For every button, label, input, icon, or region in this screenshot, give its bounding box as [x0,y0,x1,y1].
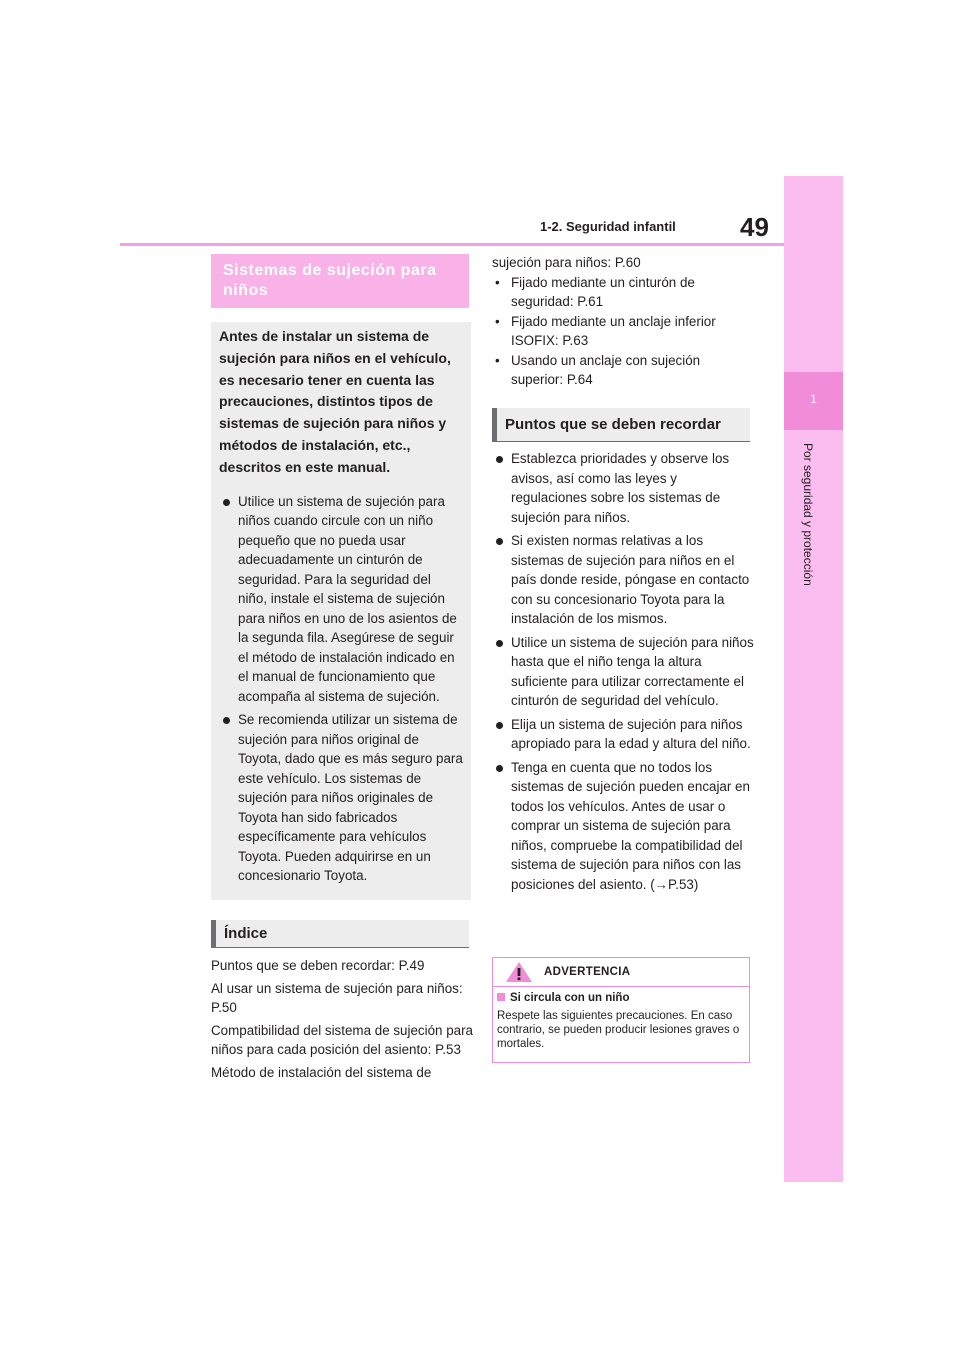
bullet-text: Utilice un sistema de sujeción para niños cuando circule con un niño pequeño que no pueda usar adecuadamente un cinturón de seguridad. Para la seguridad del niño, instale el sistema de sujeción para niños en uno de los asientos de la segunda fila. Asegúrese de seguir el método de instalación indicado en el manual de funcionamiento que acompaña al sistema de sujeción. [238,493,457,704]
indice-list [211,956,473,1085]
warning-text: Respete las siguientes precauciones. En caso contrario, se pueden producir lesiones graves o mortales. [497,1010,740,1050]
warning-triangle-icon [505,961,533,983]
page-number: 49 [740,212,769,242]
bullet-dot-icon [496,538,503,545]
indice-sub-item[interactable] [492,351,754,390]
sistemas-section-box [211,322,471,900]
intro-text: Antes de instalar un sistema de sujeción para niños en el vehículo, es necesario tener en cuenta las precauciones, distintos tipos de sistemas de sujeción para niños y métodos de instalación, etc., descritos en este manual. [219,328,451,475]
bullet-text: Se recomienda utilizar un sistema de sujeción para niños original de Toyota, dado que es más seguro para este vehículo. Los sistemas de sujeción para niños originales de Toyota han sido fabricados específicamente para vehículos Toyota. Pueden adquirirse en un concesionario Toyota. [238,712,463,884]
indice-sub-item[interactable] [492,312,754,351]
bullet-dot-icon [496,765,503,772]
dash-marker: • [495,274,500,290]
warning-box [492,957,750,1063]
side-tab [784,176,843,1182]
bullet-item [219,710,463,886]
bullet-text: Elija un sistema de sujeción para niños apropiado para la edad y altura del niño. [511,716,751,751]
bullet-item [219,492,463,707]
indice-sub-item-text: Usando un anclaje con sujeción superior: P.64 [511,352,701,387]
warning-subhead [497,991,630,1005]
section-title: 1-2. Seguridad infantil [540,219,676,234]
bullet-text: Utilice un sistema de sujeción para niños hasta que el niño tenga la altura suficiente para utilizar correctamente el cinturón de seguridad del vehículo. [511,634,754,708]
indice-link[interactable]: Método de instalación del sistema de [211,1064,432,1080]
bullet-dot-icon [223,717,230,724]
bullet-item [492,633,754,711]
side-tab-chapter-number: 1 [810,392,817,406]
indice-link[interactable]: Compatibilidad del sistema de sujeción para niños para cada posición del asiento: P.53 [211,1022,474,1057]
square-bullet-icon [497,993,505,1001]
bullet-dot-icon [223,499,230,506]
bullet-item [492,531,754,629]
indice-sub-item-text: Fijado mediante un cinturón de seguridad: P.61 [511,274,695,309]
bullet-dot-icon [496,640,503,647]
bullet-dot-icon [496,456,503,463]
bullet-dot-icon [496,722,503,729]
bullet-item [492,449,754,527]
dash-marker: • [495,313,500,329]
indice-sub-item-text: Fijado mediante un anclaje inferior ISOFIX: P.63 [511,313,716,348]
warning-subhead-text: Si circula con un niño [510,992,630,1004]
warning-header [493,958,749,987]
bullet-text: Si existen normas relativas a los sistemas de sujeción para niños en el país donde reside, póngase en contacto con su concesionario Toyota para la instalación de los mismos. [511,533,750,626]
bullet-text: Establezca prioridades y observe los avisos, así como las leyes y regulaciones sobre los sistemas de sujeción para niños. [511,451,730,525]
indice-continuation [492,253,754,390]
sistemas-section-title: Sistemas de sujeción para niños [211,254,469,308]
indice-link[interactable]: sujeción para niños: P.60 [492,255,641,270]
bullet-item [492,758,754,895]
puntos-title: Puntos que se deben recordar [492,408,750,442]
bullet-item [492,715,754,754]
puntos-list [492,449,754,898]
indice-link[interactable]: Al usar un sistema de sujeción para niños: P.50 [211,980,463,1015]
warning-label: ADVERTENCIA [544,966,631,978]
indice-link[interactable]: Puntos que se deben recordar: P.49 [211,958,425,973]
indice-sub-item[interactable] [492,273,754,312]
dash-marker: • [495,352,500,368]
header-rule [120,243,784,246]
side-tab-chapter-title: Por seguridad y protección [801,443,815,586]
bullet-text: Tenga en cuenta que no todos los sistemas de sujeción pueden encajar en todos los vehículos. Antes de usar o comprar un sistema de sujeción para niños, compruebe la compatibilidad del sistema de sujeción para niños con las posiciones del asiento. (→P.53) [511,759,750,892]
indice-title: Índice [211,920,469,948]
